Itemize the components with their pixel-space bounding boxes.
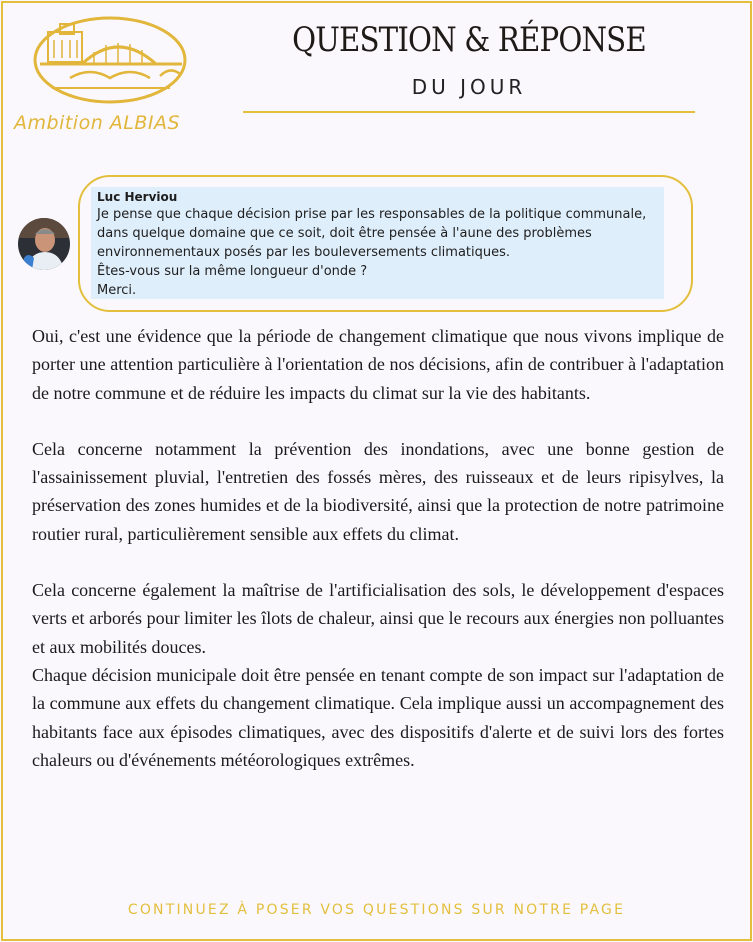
answer-paragraph: Cela concerne également la maîtrise de l'artificialisation des sols, le développement d'espaces verts et arborés pour limiter les îlots de chaleur, ainsi que le recours aux énergies non polluantes et aux mobilités douces. [32,580,724,657]
brand-name: Ambition ALBIAS [14,112,181,134]
answer-body [32,322,724,774]
comment-card [91,187,664,299]
comment-line: Je pense que chaque décision prise par les responsables de la politique communale, [97,207,647,222]
comment-line: dans quelque domaine que ce soit, doit être pensée à l'aune des problèmes [97,226,592,241]
brand-logo [10,8,210,133]
title-divider [243,111,695,113]
user-photo-icon [18,218,70,270]
answer-paragraph: Oui, c'est une évidence que la période de changement climatique que nous vivons implique de porter une attention particulière à l'orientation de nos décisions, afin de contribuer à l'adaptation de notre commune et de réduire les impacts du climat sur la vie des habitants. [32,326,724,403]
page-title: QUESTION & RÉPONSE [292,20,646,60]
avatar [18,218,70,270]
footer-cta: CONTINUEZ À POSER VOS QUESTIONS SUR NOTRE PAGE [127,902,626,918]
comment-author[interactable]: Luc Herviou [97,190,178,204]
page-subtitle: DU JOUR [411,75,527,99]
comment-line: Êtes-vous sur la même longueur d'onde ? [97,264,368,279]
comment-line: Merci. [97,283,137,298]
answer-paragraph: Chaque décision municipale doit être pensée en tenant compte de son impact sur l'adaptation de la commune aux effets du changement climatique. Cela implique aussi un accompagnement des habitants face aux épisodes climatiques, avec des dispositifs d'alerte et de suivi lors des fortes chaleurs ou d'événements météorologiques extrêmes. [32,664,724,770]
answer-paragraph: Cela concerne notamment la prévention des inondations, avec une bonne gestion de l'assainissement pluvial, l'entretien des fossés mères, des ruisseaux et de leurs ripisylves, la préservation des zones humides et de la biodiversité, ainsi que la protection de notre patrimoine routier rural, particulièrement sensible aux effets du climat. [32,438,724,544]
comment-line: environnementaux posés par les bouleversements climatiques. [97,245,511,260]
bridge-logo-icon [10,8,210,113]
